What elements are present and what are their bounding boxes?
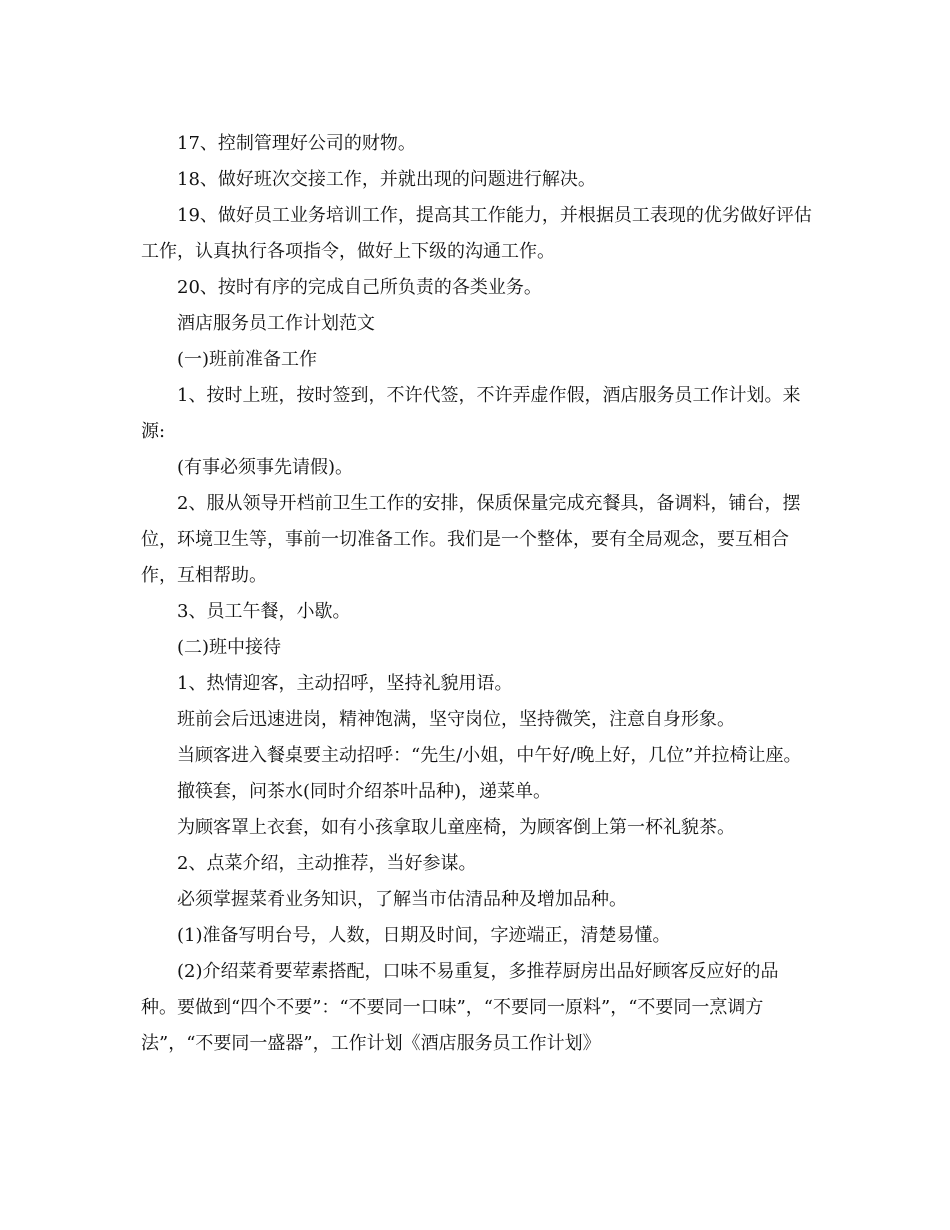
paragraph-in-shift-2: 2、点菜介绍，主动推荐，当好参谋。 bbox=[177, 853, 477, 874]
paragraph-pre-shift-3: 3、员工午餐，小歇。 bbox=[177, 601, 351, 622]
paragraph-item-18: 18、做好班次交接工作，并就出现的问题进行解决。 bbox=[177, 169, 596, 190]
section-heading-sample: 酒店服务员工作计划范文 bbox=[177, 313, 375, 334]
paragraph-post-meeting: 班前会后迅速进岗，精神饱满，坚守岗位，坚持微笑，注意自身形象。 bbox=[177, 709, 735, 730]
paragraph-order-writing: (1)准备写明台号，人数，日期及时间，字迹端正，清楚易懂。 bbox=[177, 925, 671, 946]
paragraph-tea-menu: 撤筷套，问茶水(同时介绍茶叶品种)，递菜单。 bbox=[177, 781, 552, 802]
paragraph-cover-chair: 为顾客罩上衣套，如有小孩拿取儿童座椅，为顾客倒上第一杯礼貌茶。 bbox=[177, 817, 735, 838]
paragraph-dish-recommendation: (2)介绍菜肴要荤素搭配，口味不易重复，多推荐厨房出品好顾客反应好的品种。要做到“四个不要”：“不要同一口味”，“不要同一原料”，“不要同一烹调方法”，“不要同一盛器”，工作计划《酒店服务员工作计划》 bbox=[141, 961, 779, 1054]
section-heading-pre-shift: (一)班前准备工作 bbox=[177, 349, 318, 370]
document-body bbox=[141, 126, 813, 1062]
paragraph-leave-note: (有事必须事先请假)。 bbox=[177, 457, 354, 478]
paragraph-pre-shift-1: 1、按时上班，按时签到，不许代签，不许弄虚作假，酒店服务员工作计划。来源: bbox=[141, 385, 801, 442]
paragraph-item-17: 17、控制管理好公司的财物。 bbox=[177, 133, 416, 154]
paragraph-pre-shift-2: 2、服从领导开档前卫生工作的安排，保质保量完成充餐具，备调料，铺台，摆位，环境卫生等，事前一切准备工作。我们是一个整体，要有全局观念，要互相合作，互相帮助。 bbox=[141, 493, 801, 586]
paragraph-item-20: 20、按时有序的完成自己所负责的各类业务。 bbox=[177, 277, 542, 298]
paragraph-in-shift-1: 1、热情迎客，主动招呼，坚持礼貌用语。 bbox=[177, 673, 513, 694]
paragraph-greeting: 当顾客进入餐桌要主动招呼：“先生/小姐，中午好/晚上好，几位”并拉椅让座。 bbox=[177, 745, 802, 766]
section-heading-in-shift: (二)班中接待 bbox=[177, 637, 282, 658]
paragraph-item-19: 19、做好员工业务培训工作，提高其工作能力，并根据员工表现的优劣做好评估工作，认真执行各项指令，做好上下级的沟通工作。 bbox=[141, 205, 812, 262]
paragraph-menu-knowledge: 必须掌握菜肴业务知识，了解当市估清品种及增加品种。 bbox=[177, 889, 627, 910]
